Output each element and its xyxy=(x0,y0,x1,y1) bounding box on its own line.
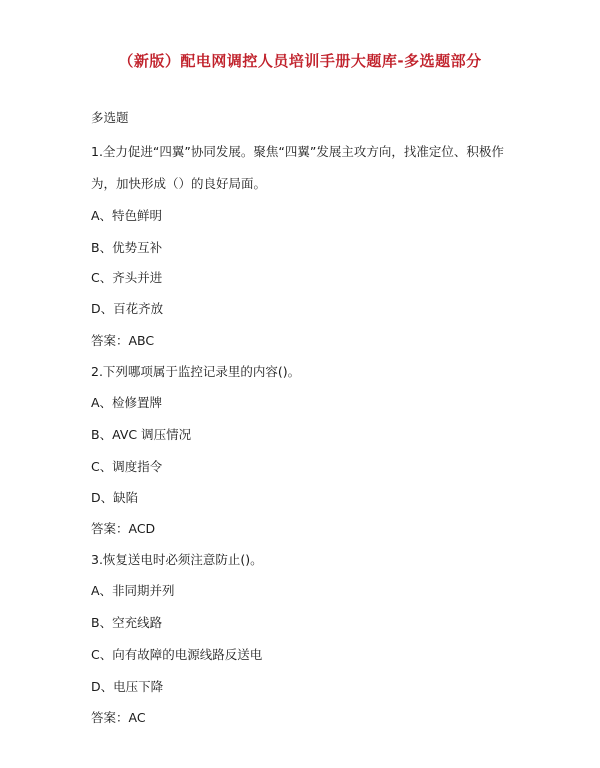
question-2-answer: 答案：ACD xyxy=(91,521,156,536)
section-heading: 多选题 xyxy=(91,110,129,125)
question-3-stem: 3.恢复送电时必须注意防止()。 xyxy=(91,552,263,567)
question-2-option-a: A、检修置牌 xyxy=(91,395,163,410)
question-3-option-b: B、空充线路 xyxy=(91,615,163,630)
question-2-option-d: D、缺陷 xyxy=(91,490,139,505)
document-title: （新版）配电网调控人员培训手册大题库-多选题部分 xyxy=(118,52,482,70)
question-2-option-b: B、AVC 调压情况 xyxy=(91,427,192,442)
question-1-option-b: B、优势互补 xyxy=(91,240,163,255)
question-1-option-c: C、齐头并进 xyxy=(91,270,163,285)
question-2-stem: 2.下列哪项属于监控记录里的内容()。 xyxy=(91,364,301,379)
question-3-answer: 答案：AC xyxy=(91,710,146,725)
question-1-answer: 答案：ABC xyxy=(91,333,155,348)
question-3-option-c: C、向有故障的电源线路反送电 xyxy=(91,647,263,662)
question-1-option-a: A、特色鲜明 xyxy=(91,208,163,223)
question-1-stem-line-2: 为，加快形成（）的良好局面。 xyxy=(91,176,267,191)
question-1-option-d: D、百花齐放 xyxy=(91,301,164,316)
question-3-option-a: A、非同期并列 xyxy=(91,583,175,598)
question-2-option-c: C、调度指令 xyxy=(91,459,163,474)
question-1-stem-line-1: 1.全力促进“四翼”协同发展。聚焦“四翼”发展主攻方向，找准定位、积极作 xyxy=(91,144,504,159)
question-3-option-d: D、电压下降 xyxy=(91,679,164,694)
